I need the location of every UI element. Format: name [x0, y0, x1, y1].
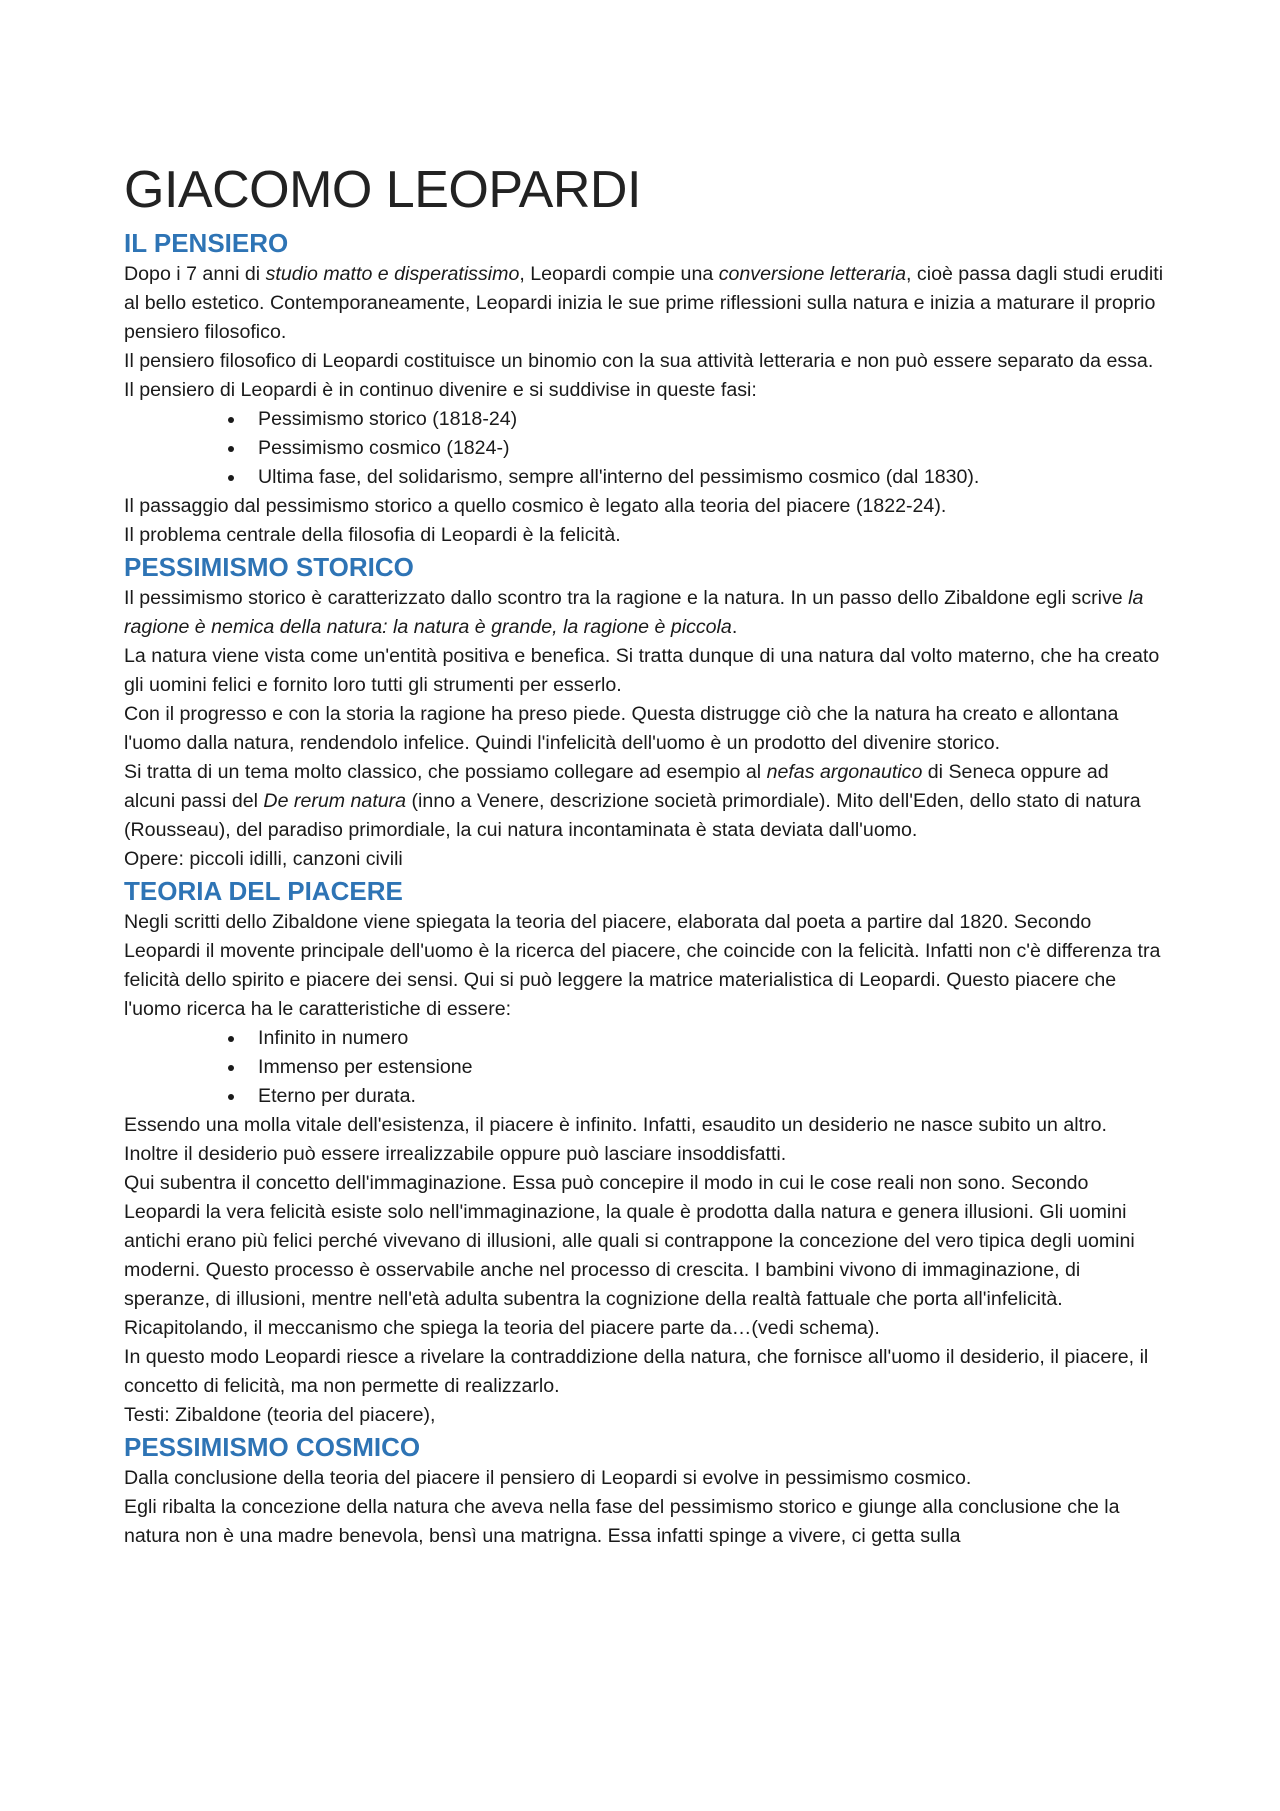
bullet-icon [228, 1065, 234, 1071]
list-item [124, 1053, 1164, 1082]
bullet-icon [228, 1036, 234, 1042]
paragraph: Il passaggio dal pessimismo storico a quello cosmico è legato alla teoria del piacere (1822-24). [124, 495, 947, 517]
italic-text: De rerum natura [263, 790, 407, 812]
paragraph: Testi: Zibaldone (teoria del piacere), [124, 1404, 436, 1426]
list-item [124, 405, 1164, 434]
section-teoria-del-piacere [124, 874, 1164, 1430]
italic-text: nefas argonautico [766, 761, 923, 783]
list-item [124, 463, 1164, 492]
italic-text: conversione letteraria [718, 263, 907, 285]
list-item [124, 1024, 1164, 1053]
section-heading: TEORIA DEL PIACERE [124, 876, 403, 906]
paragraph: Il pensiero filosofico di Leopardi costituisce un binomio con la sua attività letteraria e non può essere separato da essa. [124, 350, 1154, 372]
list-item [124, 434, 1164, 463]
list-item-text: Immenso per estensione [258, 1056, 473, 1078]
section-heading: PESSIMISMO COSMICO [124, 1432, 421, 1462]
paragraph: Essendo una molla vitale dell'esistenza, il piacere è infinito. Infatti, esaudito un desiderio ne nasce subito un altro. Inoltre il desiderio può essere irrealizzabile oppure può lasciare insoddisfatti. [124, 1114, 1107, 1165]
bullet-icon [228, 417, 234, 423]
paragraph [124, 584, 1164, 642]
text-run: (inno a Venere, descrizione società primordiale). Mito dell'Eden, dello stato di natura (Rousseau), del paradiso primordiale, la cui natura incontaminata è stata deviata dall'uomo. [124, 790, 1141, 841]
paragraph: Il problema centrale della filosofia di Leopardi è la felicità. [124, 524, 621, 546]
bullet-list [124, 405, 1164, 492]
text-run: , Leopardi compie una [519, 263, 719, 285]
bullet-list [124, 1024, 1164, 1111]
list-item-text: Eterno per durata. [258, 1085, 416, 1107]
list-item-text: Ultima fase, del solidarismo, sempre all'interno del pessimismo cosmico (dal 1830). [258, 466, 980, 488]
paragraph [124, 758, 1164, 845]
italic-text: la ragione è nemica della natura: la natura è grande, la ragione è piccola [124, 587, 1144, 638]
text-run: Dopo i 7 anni di [124, 263, 266, 285]
text-run: . [731, 616, 738, 638]
text-run: di Seneca oppure ad alcuni passi del [124, 761, 1109, 812]
text-run: , cioè passa dagli studi eruditi al bello estetico. Contemporaneamente, Leopardi inizia le sue prime riflessioni sulla natura e inizia a maturare il proprio pensiero filosofico. [124, 263, 1164, 343]
paragraph: Opere: piccoli idilli, canzoni civili [124, 848, 403, 870]
bullet-icon [228, 446, 234, 452]
section-pessimismo-cosmico [124, 1430, 1164, 1551]
paragraph [124, 260, 1164, 347]
document-title: GIACOMO LEOPARDI [124, 161, 641, 219]
paragraph: Dalla conclusione della teoria del piacere il pensiero di Leopardi si evolve in pessimismo cosmico. [124, 1467, 972, 1489]
section-heading: IL PENSIERO [124, 228, 289, 258]
paragraph: Con il progresso e con la storia la ragione ha preso piede. Questa distrugge ciò che la natura ha creato e allontana l'uomo dalla natura, rendendolo infelice. Quindi l'infelicità dell'uomo è un prodotto del divenire storico. [124, 703, 1119, 754]
paragraph: In questo modo Leopardi riesce a rivelare la contraddizione della natura, che fornisce all'uomo il desiderio, il piacere, il concetto di felicità, ma non permette di realizzarlo. [124, 1346, 1149, 1397]
section-il-pensiero [124, 226, 1164, 550]
paragraph: Negli scritti dello Zibaldone viene spiegata la teoria del piacere, elaborata dal poeta a partire dal 1820. Secondo Leopardi il movente principale dell'uomo è la ricerca del piacere, che coincide con la felicità. Infatti non c'è differenza tra felicità dello spirito e piacere dei sensi. Qui si può leggere la matrice materialistica di Leopardi. Questo piacere che l'uomo ricerca ha le caratteristiche di essere: [124, 911, 1161, 1020]
list-item-text: Infinito in numero [258, 1027, 409, 1049]
text-run: Si tratta di un tema molto classico, che possiamo collegare ad esempio al [124, 761, 767, 783]
bullet-icon [228, 475, 234, 481]
list-item-text: Pessimismo cosmico (1824-) [258, 437, 510, 459]
paragraph: Ricapitolando, il meccanismo che spiega la teoria del piacere parte da…(vedi schema). [124, 1317, 880, 1339]
document-page [124, 160, 1164, 1551]
paragraph: La natura viene vista come un'entità positiva e benefica. Si tratta dunque di una natura dal volto materno, che ha creato gli uomini felici e fornito loro tutti gli strumenti per esserlo. [124, 645, 1160, 696]
paragraph: Egli ribalta la concezione della natura che aveva nella fase del pessimismo storico e giunge alla conclusione che la natura non è una madre benevola, bensì una matrigna. Essa infatti spinge a vivere, ci getta sulla [124, 1496, 1120, 1547]
text-run: Il pessimismo storico è caratterizzato dallo scontro tra la ragione e la natura. In un passo dello Zibaldone egli scrive [124, 587, 1129, 609]
section-pessimismo-storico [124, 550, 1164, 874]
bullet-icon [228, 1094, 234, 1100]
list-item [124, 1082, 1164, 1111]
paragraph: Qui subentra il concetto dell'immaginazione. Essa può concepire il modo in cui le cose reali non sono. Secondo Leopardi la vera felicità esiste solo nell'immaginazione, la quale è prodotta dalla natura e genera illusioni. Gli uomini antichi erano più felici perché vivevano di illusioni, alle quali si contrappone la concezione del vero tipica degli uomini moderni. Questo processo è osservabile anche nel processo di crescita. I bambini vivono di immaginazione, di speranze, di illusioni, mentre nell'età adulta subentra la cognizione della realtà fattuale che porta all'infelicità. [124, 1172, 1135, 1310]
paragraph: Il pensiero di Leopardi è in continuo divenire e si suddivise in queste fasi: [124, 379, 757, 401]
list-item-text: Pessimismo storico (1818-24) [258, 408, 518, 430]
italic-text: studio matto e disperatissimo [265, 263, 520, 285]
section-heading: PESSIMISMO STORICO [124, 552, 414, 582]
